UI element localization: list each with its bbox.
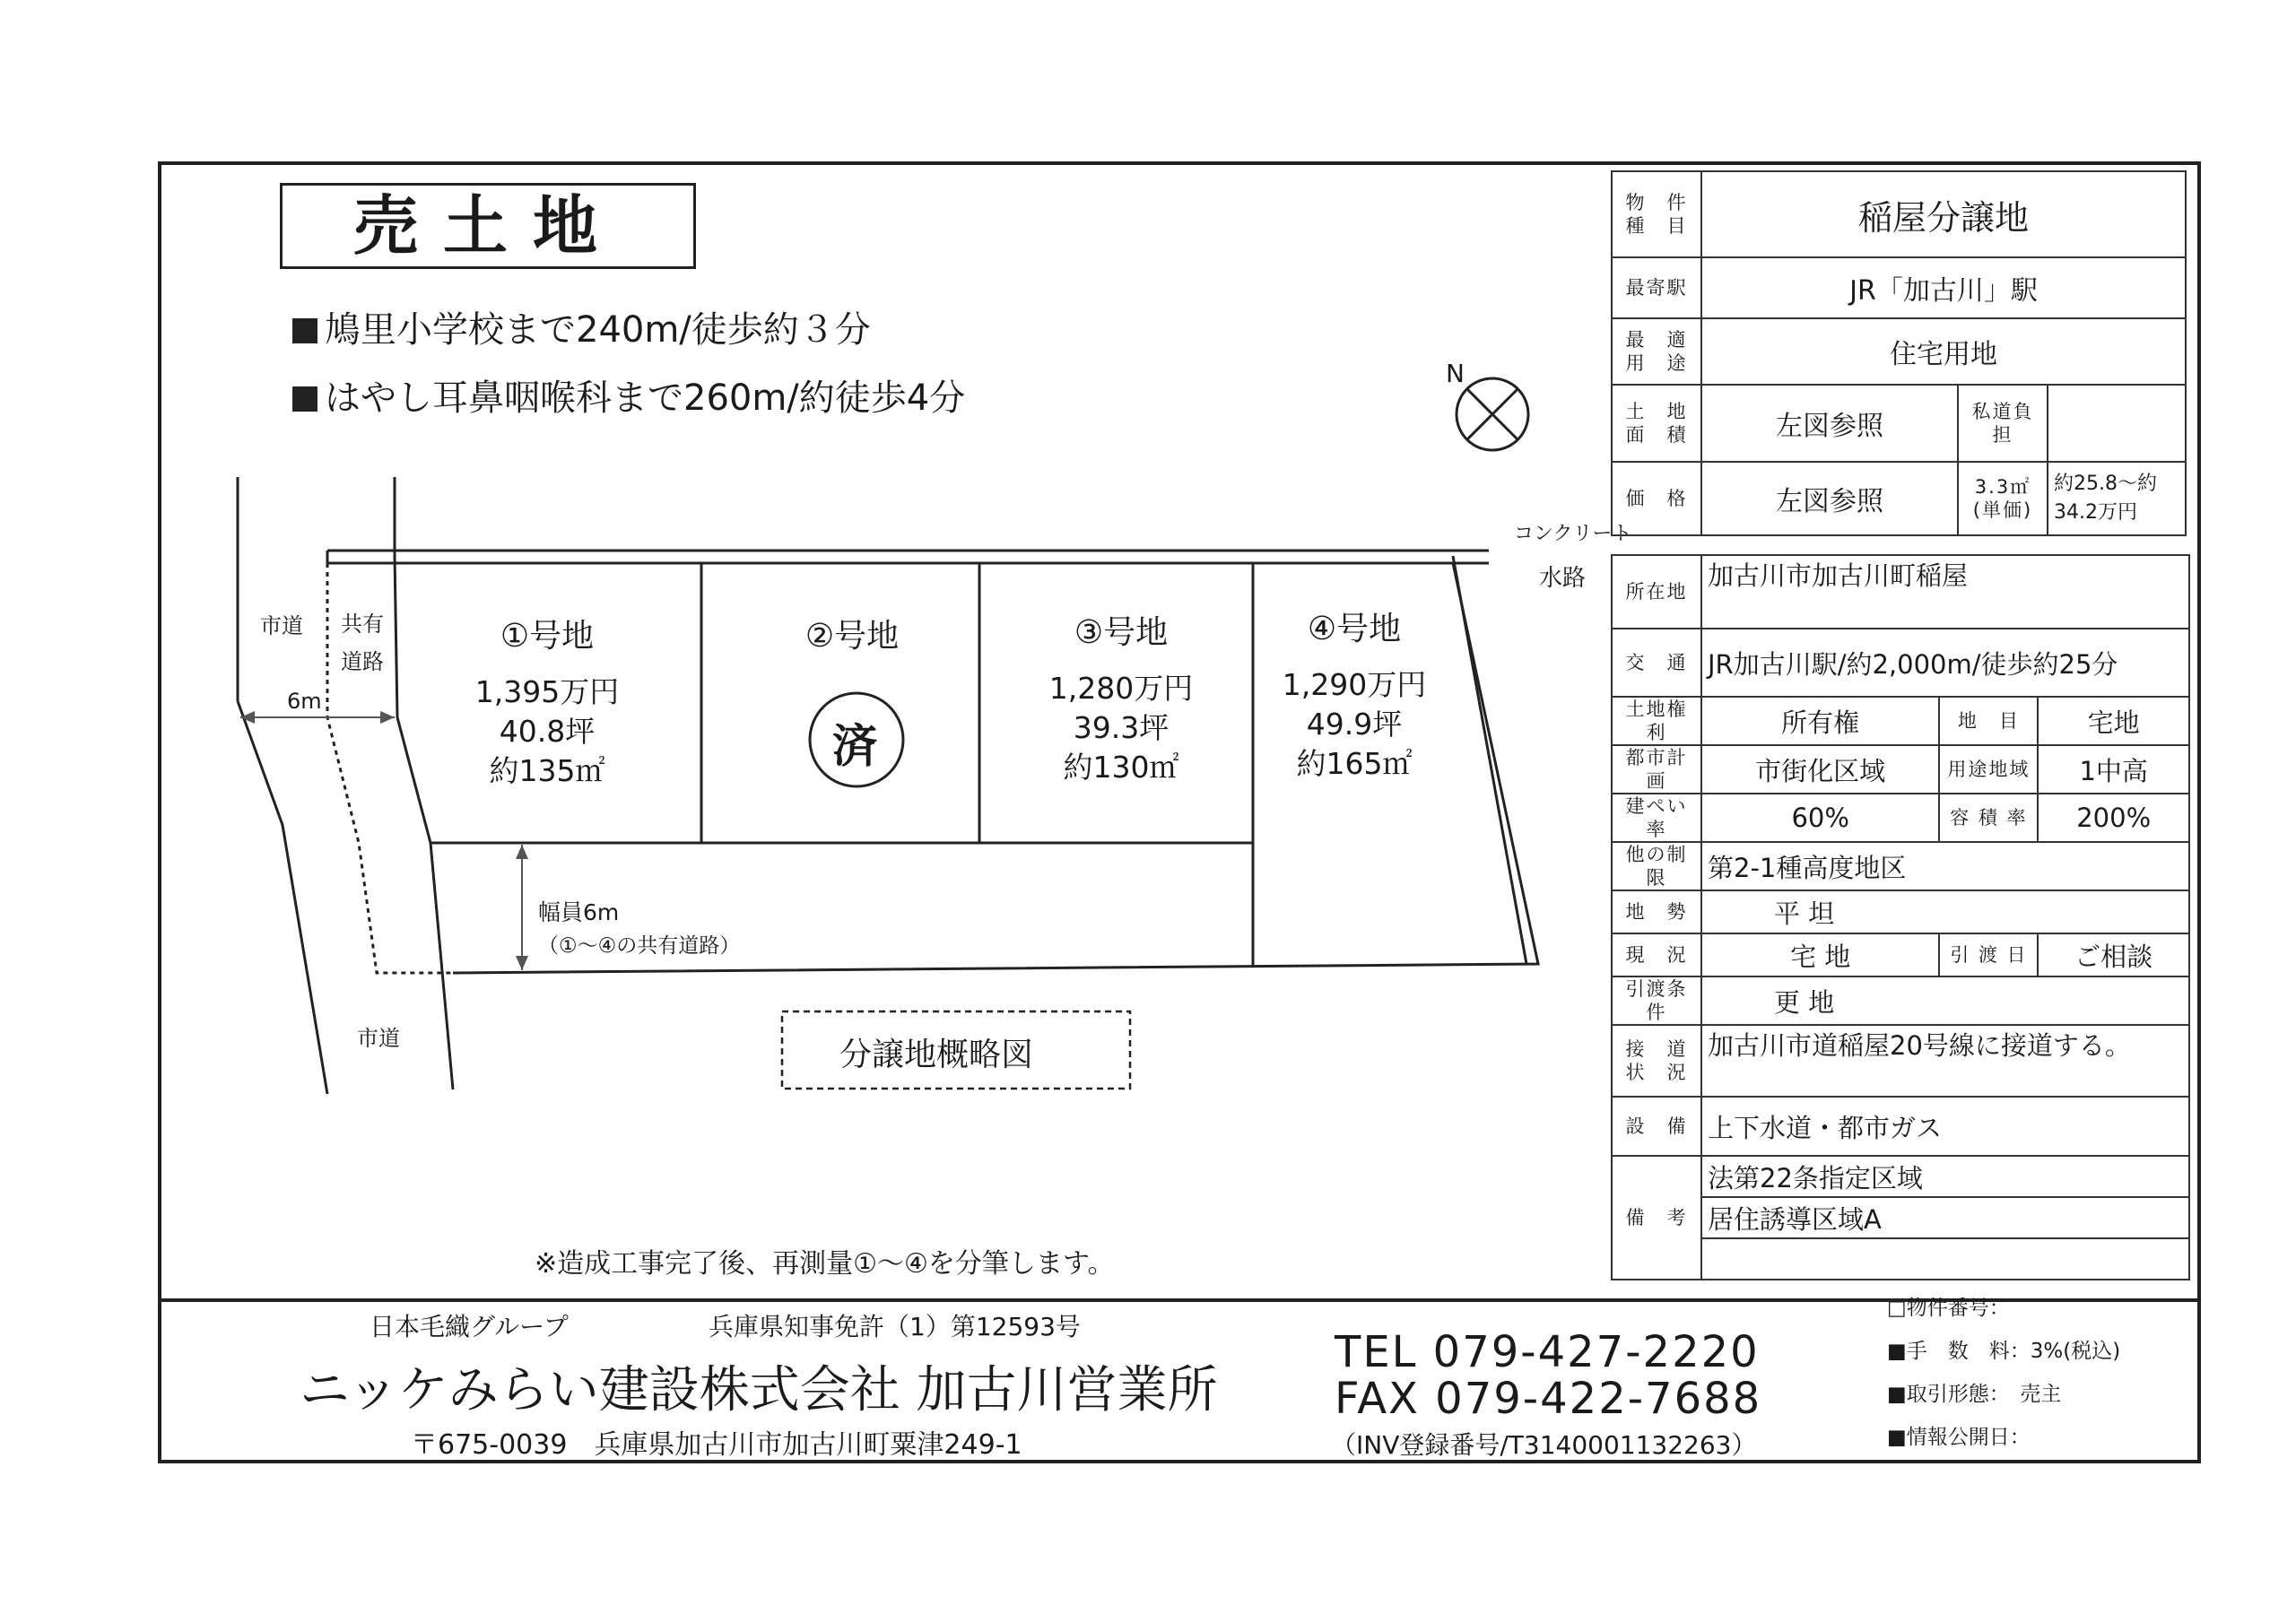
city-road-label-bottom: 市道 bbox=[357, 1026, 400, 1051]
floor-ratio-value: 200% bbox=[2038, 794, 2189, 842]
spec-table-top bbox=[1611, 170, 2187, 536]
city-plan-value: 市街化区域 bbox=[1701, 745, 1939, 794]
remark-1: 法第22条指定区域 bbox=[1701, 1156, 2189, 1197]
price-label: 価 格 bbox=[1612, 462, 1701, 535]
waterway-label-2: 水路 bbox=[1539, 565, 1587, 592]
area-value: 左図参照 bbox=[1701, 385, 1958, 462]
property-number: □物件番号： bbox=[1887, 1297, 2010, 1320]
unit-price-label: 3.3㎡(単価) bbox=[1958, 462, 2048, 535]
lot-3-tsubo: 39.3坪 bbox=[1073, 710, 1170, 745]
handover-label: 引 渡 日 bbox=[1939, 933, 2038, 976]
lane-width-label: 幅員6m bbox=[538, 899, 620, 925]
fax-number: FAX 079-422-7688 bbox=[1335, 1374, 1762, 1424]
coverage-value: 60% bbox=[1701, 794, 1939, 842]
category-label: 地 目 bbox=[1939, 697, 2038, 745]
handover-condition-value: 更 地 bbox=[1701, 976, 2189, 1025]
lot-1-area: 約135㎡ bbox=[489, 753, 605, 788]
area-label: 土 地面 積 bbox=[1612, 385, 1701, 462]
remarks-label: 備 考 bbox=[1612, 1156, 1701, 1280]
station-label: 最寄駅 bbox=[1612, 257, 1701, 318]
access-value: JR加古川駅/約2,000m/徒歩約25分 bbox=[1701, 629, 2189, 697]
city-road-label-top: 市道 bbox=[260, 613, 303, 638]
road-access-label: 接 道状 況 bbox=[1612, 1025, 1701, 1097]
remark-2: 居住誘導区域A bbox=[1701, 1197, 2189, 1238]
type-value: 稲屋分譲地 bbox=[1701, 171, 2186, 257]
remark-3 bbox=[1701, 1238, 2189, 1280]
rights-value: 所有権 bbox=[1701, 697, 1939, 745]
lot-2-name: ②号地 bbox=[804, 618, 900, 655]
waterway-label-1: コンクリート bbox=[1514, 523, 1632, 545]
lot-4-area: 約165㎡ bbox=[1296, 746, 1413, 781]
company-address: 〒675-0039 兵庫県加古川市加古川町粟津249-1 bbox=[411, 1429, 1022, 1461]
lane-note-label: （①～④の共有道路） bbox=[538, 934, 741, 958]
lot-1-name: ①号地 bbox=[500, 618, 595, 655]
publication-date: ■情報公開日： bbox=[1887, 1426, 2031, 1449]
private-road-value bbox=[2048, 385, 2186, 462]
shared-road-label-2: 道路 bbox=[341, 649, 384, 674]
location-label: 所在地 bbox=[1612, 555, 1701, 629]
other-restriction-value: 第2-1種高度地区 bbox=[1701, 842, 2189, 890]
price-value: 左図参照 bbox=[1701, 462, 1958, 535]
coverage-label: 建ぺい率 bbox=[1612, 794, 1701, 842]
terrain-label: 地 勢 bbox=[1612, 890, 1701, 933]
zoning-value: 1中高 bbox=[2038, 745, 2189, 794]
access-bullet-school: 鳩里小学校まで240m/徒歩約３分 bbox=[292, 308, 871, 352]
lot-4 bbox=[1256, 610, 1453, 784]
lot-4-tsubo: 49.9坪 bbox=[1306, 707, 1403, 742]
lot-1-tsubo: 40.8坪 bbox=[499, 714, 596, 749]
lot-3-area: 約130㎡ bbox=[1063, 750, 1179, 785]
commission-fee: ■手 数 料：3%(税込) bbox=[1887, 1340, 2121, 1363]
type-label: 物 件種 目 bbox=[1612, 171, 1701, 257]
private-road-label: 私道負担 bbox=[1958, 385, 2048, 462]
lot-3-price: 1,280万円 bbox=[1048, 671, 1194, 706]
company-name: ニッケみらい建設株式会社 加古川営業所 bbox=[300, 1361, 1218, 1419]
status-label: 現 況 bbox=[1612, 933, 1701, 976]
page-title: 売土地 bbox=[280, 183, 696, 269]
north-label: N bbox=[1446, 359, 1465, 388]
spec-table-bottom bbox=[1611, 554, 2190, 1280]
subdivision-note: ※造成工事完了後、再測量①～④を分筆します。 bbox=[535, 1248, 1115, 1280]
unit-price-value: 約25.8～約34.2万円 bbox=[2048, 462, 2186, 535]
road-access-value: 加古川市道稲屋20号線に接道する。 bbox=[1701, 1025, 2189, 1097]
status-value: 宅 地 bbox=[1701, 933, 1939, 976]
facility-value: 上下水道・都市ガス bbox=[1701, 1097, 2189, 1156]
city-plan-label: 都市計画 bbox=[1612, 745, 1701, 794]
access-label: 交 通 bbox=[1612, 629, 1701, 697]
terrain-value: 平 坦 bbox=[1701, 890, 2189, 933]
lot-1 bbox=[413, 617, 682, 791]
access-bullet-clinic: はやし耳鼻咽喉科まで260m/約徒歩4分 bbox=[292, 377, 965, 420]
north-compass-icon bbox=[1457, 378, 1528, 450]
rights-label: 土地権利 bbox=[1612, 697, 1701, 745]
handover-value: ご相談 bbox=[2038, 933, 2189, 976]
lot-2 bbox=[718, 617, 987, 656]
shared-road-label-1: 共有 bbox=[341, 612, 384, 637]
lot-4-price: 1,290万円 bbox=[1282, 667, 1427, 702]
invoice-number: （INV登録番号/T3140001132263） bbox=[1331, 1430, 1757, 1460]
lot-3-name: ③号地 bbox=[1074, 614, 1169, 651]
use-value: 住宅用地 bbox=[1701, 318, 2186, 385]
group-name: 日本毛織グループ bbox=[370, 1312, 569, 1341]
use-label: 最 適用 途 bbox=[1612, 318, 1701, 385]
station-value: JR「加古川」駅 bbox=[1701, 257, 2186, 318]
tel-number: TEL 079-427-2220 bbox=[1335, 1327, 1760, 1377]
lot-4-name: ④号地 bbox=[1307, 611, 1402, 647]
facility-label: 設 備 bbox=[1612, 1097, 1701, 1156]
location-value: 加古川市加古川町稲屋 bbox=[1701, 555, 2189, 629]
transaction-type: ■取引形態： 売主 bbox=[1887, 1383, 2062, 1406]
map-caption: 分譲地概略図 bbox=[839, 1037, 1034, 1073]
handover-condition-label: 引渡条件 bbox=[1612, 976, 1701, 1025]
license-number: 兵庫県知事免許（1）第12593号 bbox=[709, 1312, 1081, 1341]
zoning-label: 用途地域 bbox=[1939, 745, 2038, 794]
floor-ratio-label: 容 積 率 bbox=[1939, 794, 2038, 842]
category-value: 宅地 bbox=[2038, 697, 2189, 745]
road-width-label: 6m bbox=[287, 689, 322, 714]
lot-3 bbox=[991, 613, 1251, 787]
other-restriction-label: 他の制限 bbox=[1612, 842, 1701, 890]
lot-1-price: 1,395万円 bbox=[474, 674, 620, 709]
lot-2-sold-badge: 済 bbox=[832, 720, 877, 772]
